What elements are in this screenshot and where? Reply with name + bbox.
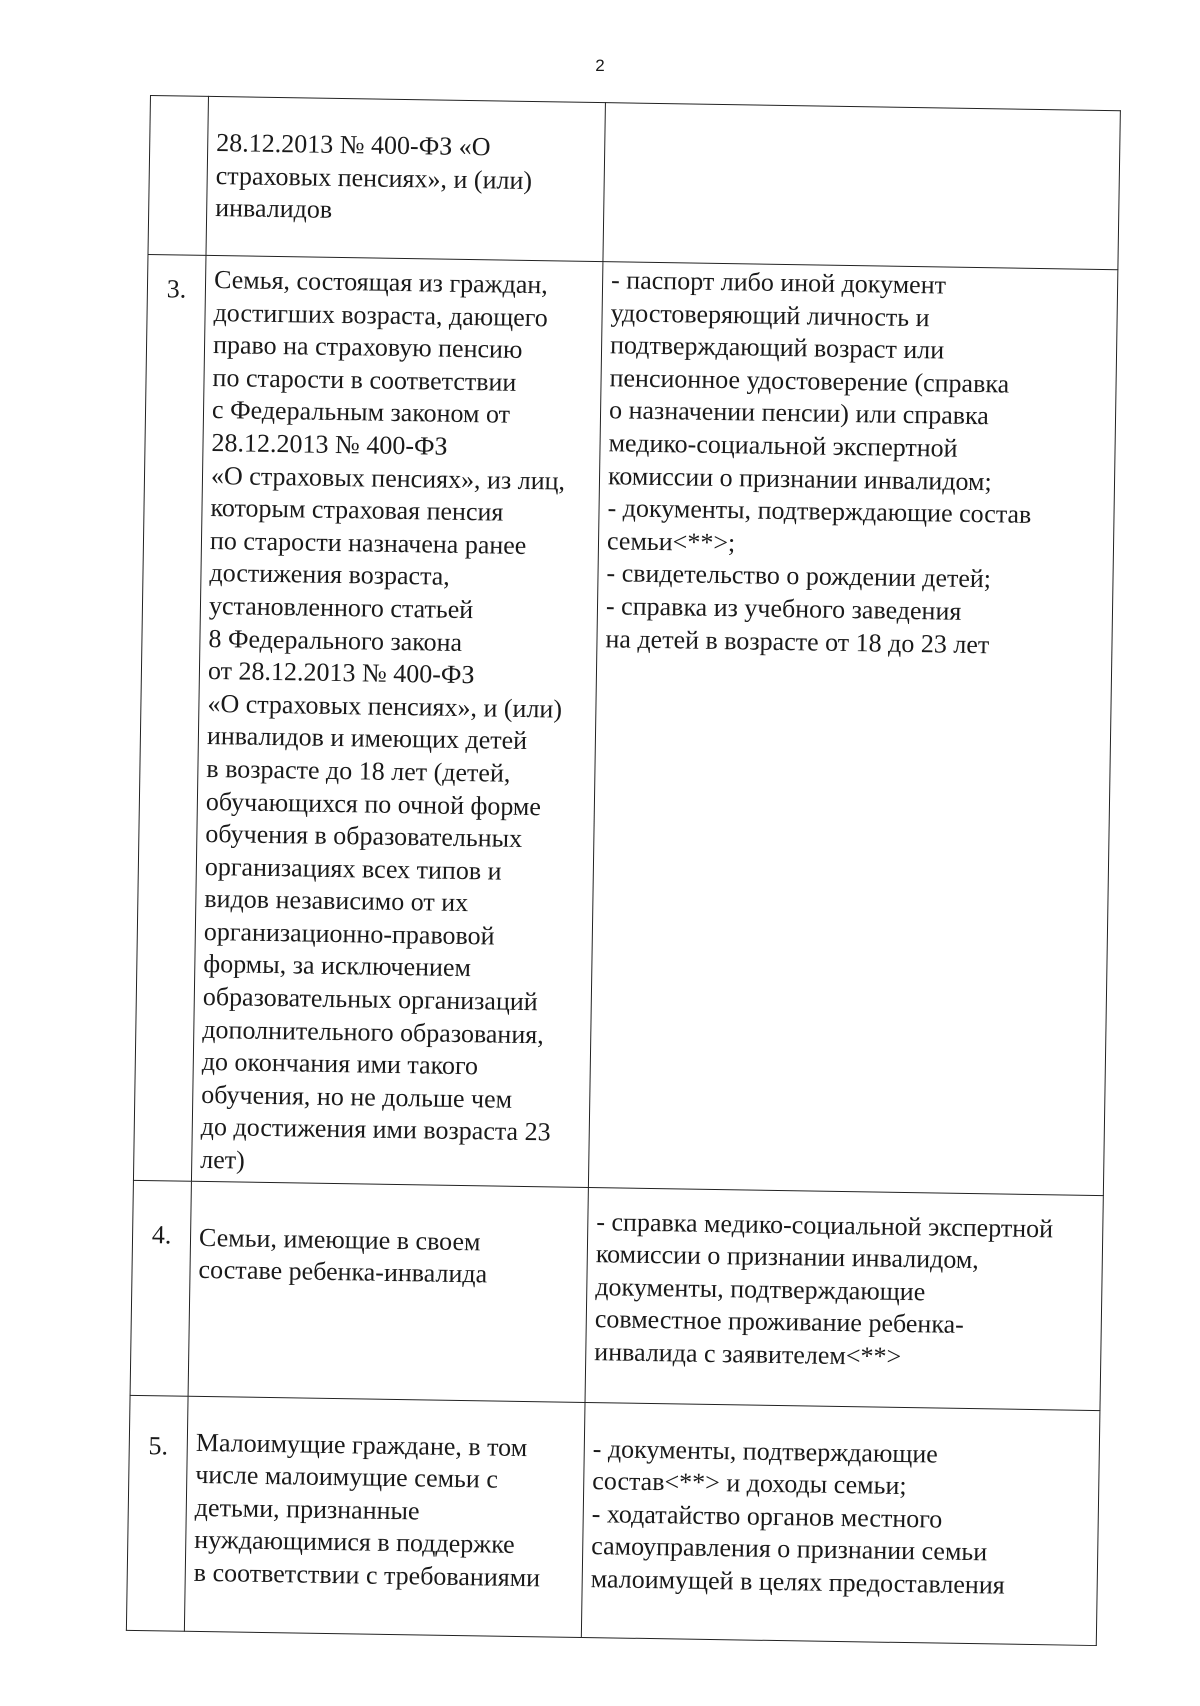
documents-cell	[588, 262, 1117, 1196]
category-cell	[188, 1181, 588, 1402]
category-text-line: с Федеральным законом от	[211, 395, 511, 430]
document-text-line: - справка медико-социальной экспертной	[596, 1206, 1054, 1243]
category-text-line: обучения, но не дольше чем	[201, 1079, 513, 1114]
category-text-line: Малоимущие граждане, в том	[195, 1427, 528, 1462]
document-text-line: подтверждающий возраст или	[609, 330, 945, 365]
category-text-line: Семья, состоящая из граждан,	[213, 265, 549, 300]
document-text-line: удостоверяющий личность и	[610, 297, 930, 332]
page-number: 2	[595, 56, 605, 75]
category-cell	[184, 1396, 585, 1637]
row-number-cell	[148, 96, 208, 256]
document-text-line: - паспорт либо иной документ	[610, 265, 947, 300]
category-text-line: которым страховая пенсия	[210, 493, 504, 527]
document-text-line: пенсионное удостоверение (справка	[609, 363, 1010, 399]
document-text-line: - свидетельство о рождении детей;	[606, 558, 992, 594]
document-text-line: самоуправления о признании семьи	[591, 1531, 988, 1567]
category-text-line: достижения возраста,	[209, 558, 451, 592]
document-text-line: документы, подтверждающие	[595, 1271, 926, 1307]
category-text-line: образовательных организаций	[202, 982, 538, 1017]
document-text-line: комиссии о признании инвалидом,	[595, 1239, 980, 1275]
category-text-line: лет)	[200, 1144, 246, 1175]
documents-cell	[581, 1402, 1100, 1645]
benefits-table	[126, 95, 1121, 1646]
table-row	[133, 254, 1117, 1195]
document-text-line: медико-социальной экспертной	[608, 428, 958, 463]
category-text-line: организационно-правовой	[203, 916, 495, 951]
documents-cell	[585, 1187, 1103, 1410]
row-number: 4.	[151, 1219, 172, 1250]
row-number-cell	[126, 1395, 188, 1631]
document-text-line: - документы, подтверждающие состав	[607, 493, 1032, 530]
category-text-line: детьми, признанные	[194, 1492, 420, 1526]
category-text-line: инвалидов и имеющих детей	[206, 721, 528, 756]
category-text-line: видов независимо от их	[204, 884, 469, 918]
category-text-line: по старости назначена ранее	[209, 525, 527, 560]
category-text-line: нуждающимися в поддержке	[194, 1525, 515, 1560]
document-text-line: инвалида с заявителем<**>	[594, 1337, 902, 1371]
category-text-line: в возрасте до 18 лет (детей,	[206, 753, 511, 788]
category-text-line: 28.12.2013 № 400-ФЗ «О	[216, 128, 491, 162]
category-text-line: от 28.12.2013 № 400-ФЗ	[207, 656, 475, 690]
document-text-line: состав<**> и доходы семьи;	[592, 1466, 907, 1501]
category-text-line: право на страховую пенсию	[212, 330, 523, 365]
table-body	[126, 96, 1120, 1646]
document-text-line: - документы, подтверждающие	[592, 1433, 939, 1469]
document-text-line: малоимущей в целях предоставления	[590, 1564, 1005, 1600]
category-text-line: обучения в образовательных	[205, 819, 523, 854]
category-text-line: по старости в соответствии	[212, 362, 517, 397]
row-number: 3.	[166, 274, 187, 304]
category-text-line: «О страховых пенсиях», из лиц,	[210, 460, 566, 496]
category-text-line: достигших возраста, дающего	[213, 297, 549, 332]
document-text-line: о назначении пенсии) или справка	[608, 395, 990, 431]
category-text-line: Семьи, имеющие в своем	[198, 1222, 481, 1256]
document-text-line: на детей в возрасте от 18 до 23 лет	[605, 623, 990, 659]
table-row	[148, 96, 1120, 270]
category-text-line: до достижения ими возраста 23	[200, 1112, 551, 1147]
category-text-line: инвалидов	[215, 193, 333, 225]
category-text-line: до окончания ими такого	[201, 1047, 479, 1081]
category-text-line: 28.12.2013 № 400-ФЗ	[211, 427, 448, 461]
category-text-line: числе малоимущие семьи с	[195, 1460, 499, 1494]
category-text-line: дополнительного образования,	[202, 1014, 544, 1049]
category-text-line: составе ребенка-инвалида	[198, 1255, 488, 1289]
category-text-line: в соответствии с требованиями	[193, 1557, 541, 1593]
table-row	[126, 1395, 1100, 1645]
documents-cell	[603, 103, 1120, 270]
row-number: 5.	[148, 1430, 169, 1461]
category-text-line: обучающихся по очной форме	[205, 786, 542, 821]
category-text-line: 8 Федерального закона	[208, 623, 463, 657]
document-text-line: совместное проживание ребенка-	[594, 1304, 965, 1340]
document-text-line: - ходатайство органов местного	[591, 1498, 943, 1534]
document-text-line: семьи<**>;	[606, 525, 736, 557]
category-text-line: организациях всех типов и	[204, 851, 502, 886]
category-text-line: «О страховых пенсиях», и (или)	[207, 688, 563, 724]
category-cell	[191, 255, 602, 1187]
document-text-line: - справка из учебного заведения	[605, 591, 962, 626]
category-text-line: установленного статьей	[208, 590, 474, 625]
document-text-line: комиссии о признании инвалидом;	[607, 460, 992, 496]
category-text-line: страховых пенсиях», и (или)	[215, 160, 533, 195]
category-text-line: формы, за исключением	[203, 949, 472, 983]
row-number-cell	[130, 1180, 191, 1396]
table-row	[130, 1180, 1103, 1410]
category-cell	[206, 96, 605, 261]
